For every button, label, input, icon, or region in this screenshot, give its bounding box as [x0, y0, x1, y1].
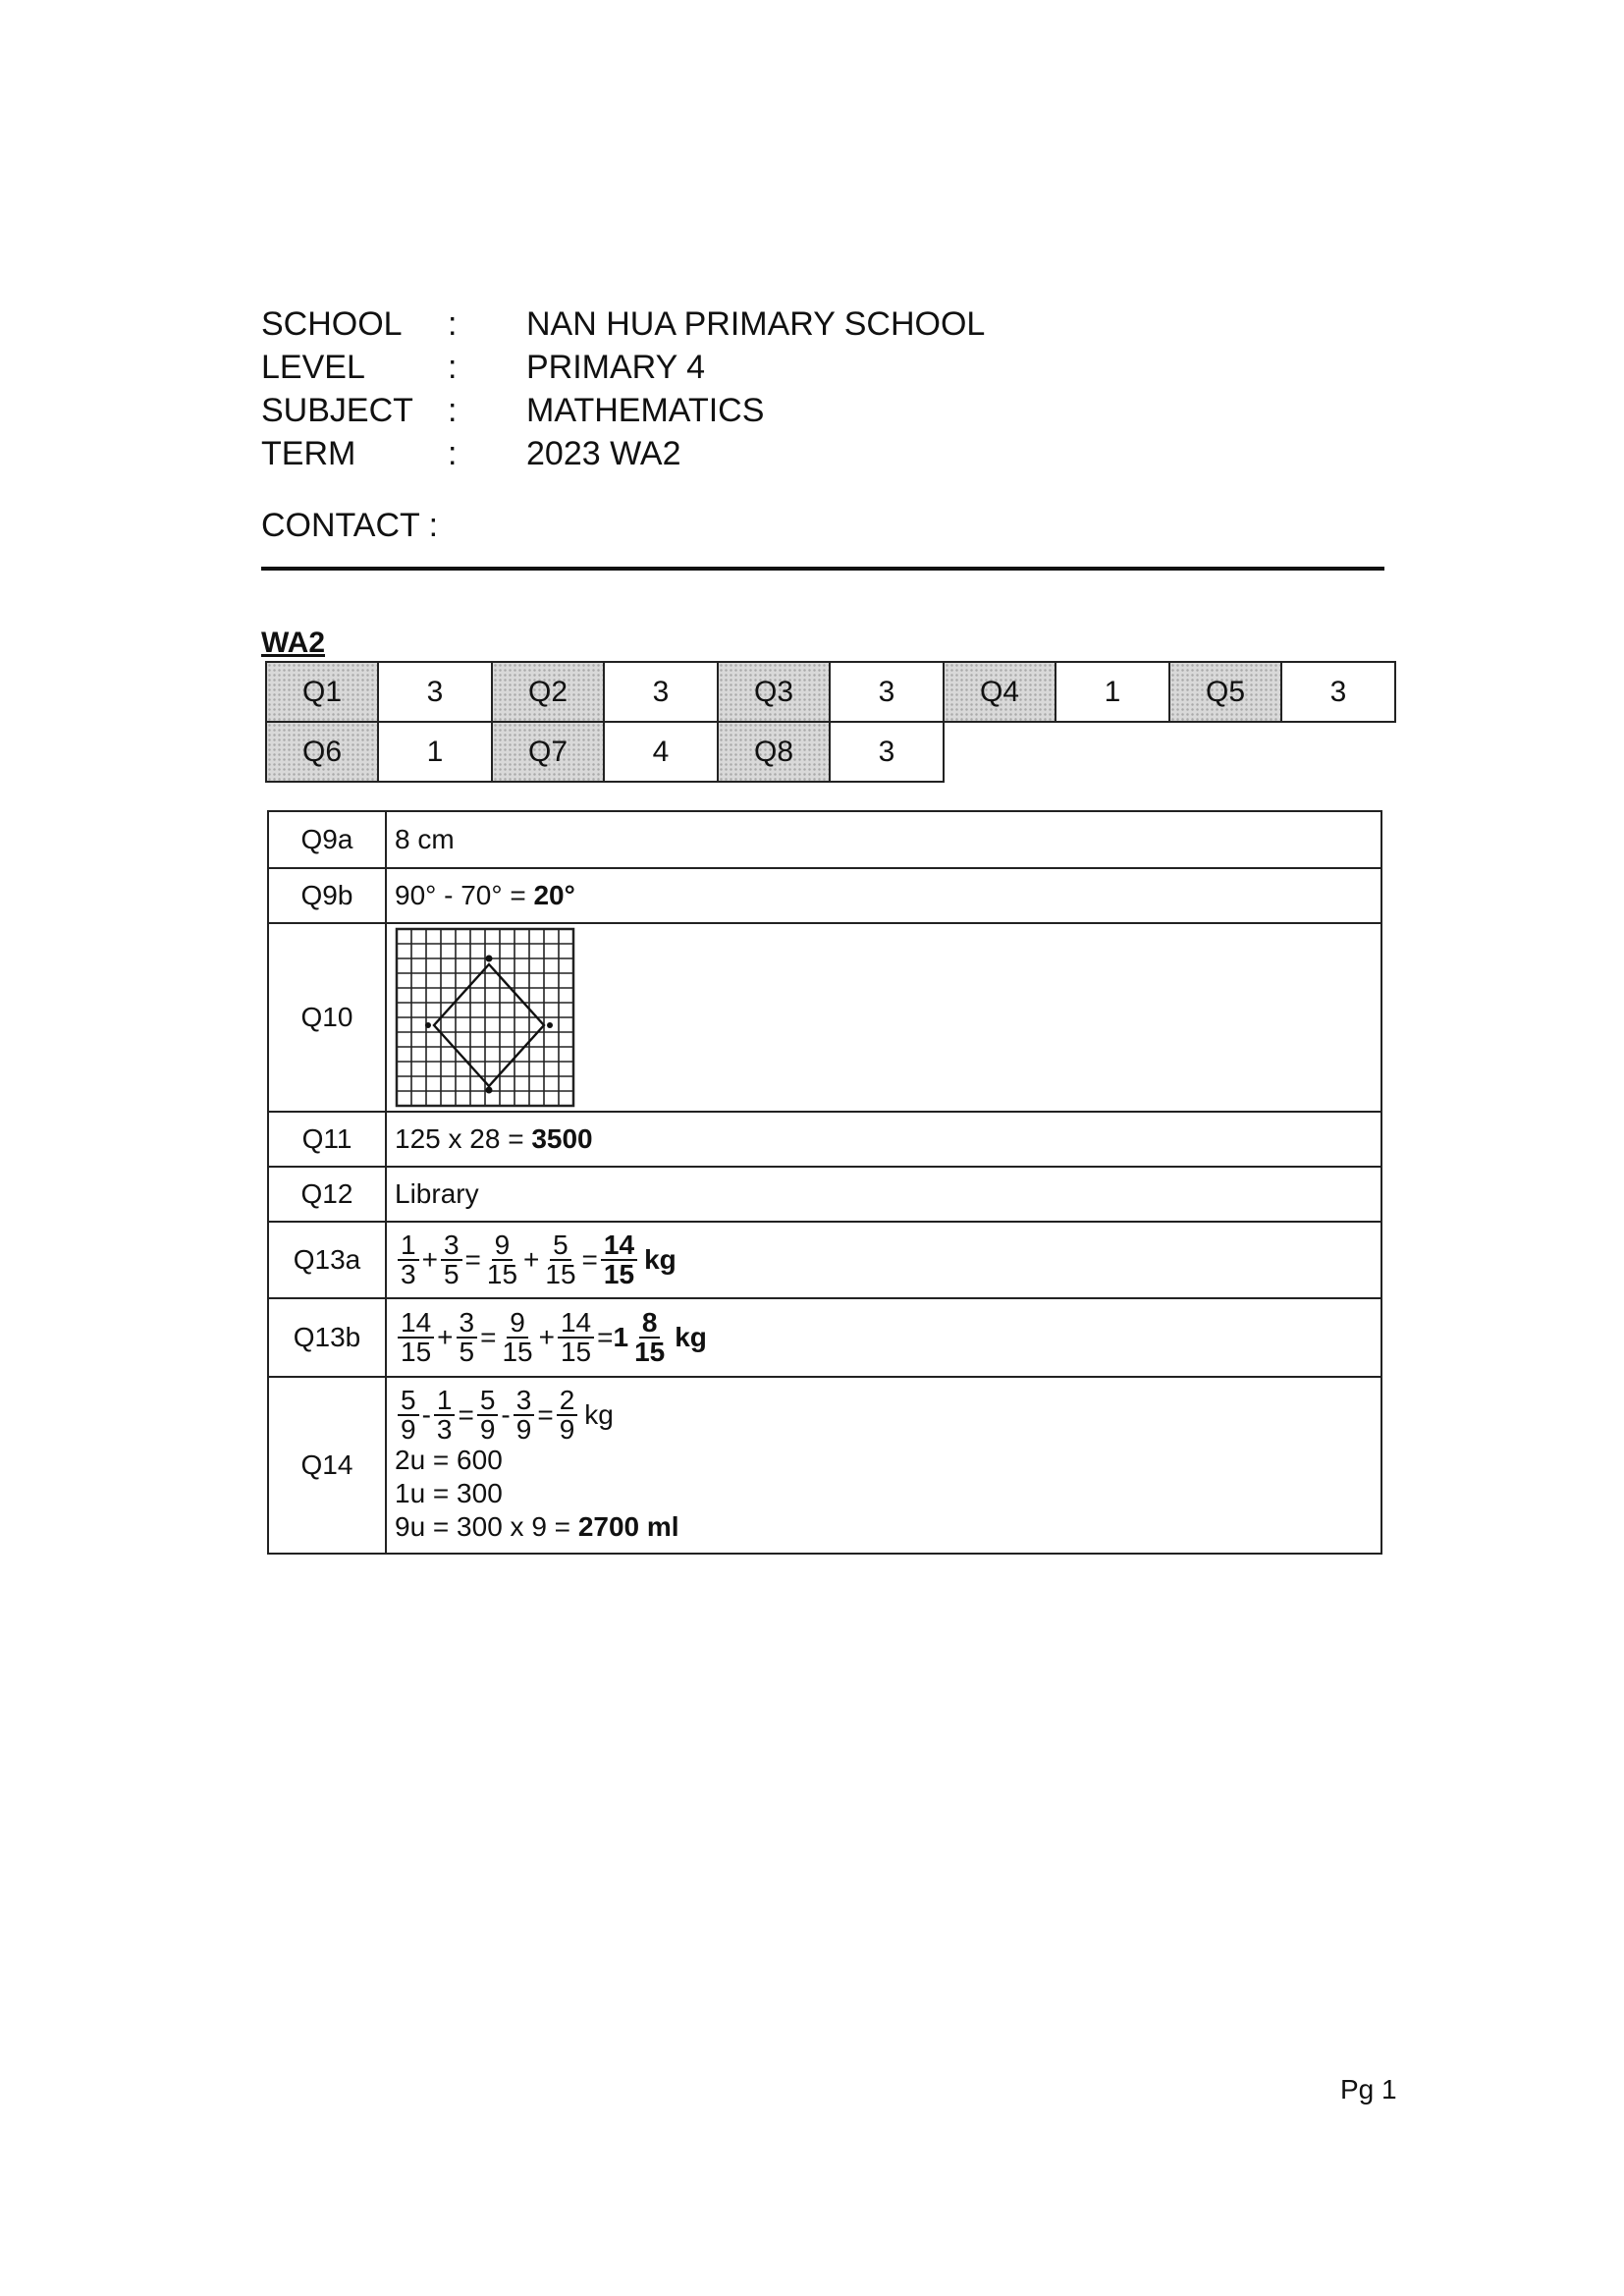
- mcq-empty: [944, 722, 1395, 782]
- unit-label: kg: [584, 1399, 614, 1430]
- contact-label: CONTACT :: [261, 507, 439, 544]
- divider-rule: [261, 567, 1384, 571]
- fraction: [484, 1231, 520, 1288]
- fraction: [457, 1309, 478, 1366]
- denominator: 5: [459, 1337, 475, 1367]
- answer-cell: [386, 1298, 1381, 1377]
- denominator: 15: [634, 1337, 666, 1367]
- numerator: 1: [434, 1387, 456, 1416]
- mcq-answer: 3: [830, 722, 944, 782]
- numerator: 3: [457, 1309, 478, 1339]
- answer-row-q13a: [268, 1222, 1381, 1298]
- mcq-answer: 3: [1281, 662, 1395, 722]
- question-label: Q11: [268, 1112, 386, 1167]
- numerator: 14: [558, 1309, 594, 1339]
- working-expression: 9u = 300 x 9 =: [395, 1511, 578, 1542]
- fraction-equation: [395, 1387, 1373, 1444]
- denominator: 9: [479, 1414, 496, 1445]
- header-row-level: [261, 346, 985, 389]
- mcq-question: Q2: [492, 662, 604, 722]
- question-label: Q9a: [268, 811, 386, 868]
- denominator: 15: [603, 1259, 635, 1289]
- answer-text: Library: [386, 1167, 1381, 1222]
- numerator: 9: [492, 1231, 514, 1261]
- header-label: SCHOOL: [261, 305, 403, 343]
- mcq-question: Q4: [944, 662, 1056, 722]
- answer-expression: 125 x 28 =: [395, 1123, 532, 1154]
- operator: +: [437, 1322, 454, 1352]
- fraction: [477, 1387, 499, 1444]
- mixed-number: [613, 1309, 671, 1366]
- operator: +: [523, 1244, 540, 1275]
- header-label: LEVEL: [261, 349, 365, 386]
- unit-label: kg: [644, 1244, 677, 1275]
- header-value: 2023 WA2: [526, 435, 681, 472]
- operator: +: [421, 1244, 438, 1275]
- numerator: 2: [557, 1387, 578, 1416]
- working-line: [395, 1510, 1373, 1544]
- fraction: [558, 1309, 594, 1366]
- header-label: TERM: [261, 435, 356, 472]
- question-label: Q13b: [268, 1298, 386, 1377]
- answer-result: 20°: [533, 880, 575, 910]
- section-title: WA2: [261, 627, 326, 659]
- answer-cell: [386, 923, 1381, 1112]
- mcq-answer: 3: [830, 662, 944, 722]
- header-colon: :: [448, 305, 458, 343]
- working-line: 1u = 300: [395, 1478, 503, 1508]
- page-number: Pg 1: [1340, 2074, 1397, 2105]
- mcq-question: Q6: [266, 722, 378, 782]
- operator: -: [421, 1399, 431, 1430]
- numerator: 14: [398, 1309, 434, 1339]
- mcq-question: Q3: [718, 662, 830, 722]
- question-label: Q14: [268, 1377, 386, 1554]
- mcq-row: [266, 662, 1395, 722]
- answer-row-q12: [268, 1167, 1381, 1222]
- answers-table: [267, 810, 1382, 1555]
- mcq-answer: 1: [378, 722, 492, 782]
- answer-text: 8 cm: [386, 811, 1381, 868]
- denominator: 9: [515, 1414, 532, 1445]
- header-colon: :: [448, 435, 458, 472]
- numerator: 5: [550, 1231, 571, 1261]
- header-value: PRIMARY 4: [526, 349, 706, 386]
- fraction: [542, 1231, 578, 1288]
- header-row-subject: [261, 389, 985, 432]
- result-fraction: [601, 1231, 637, 1288]
- whole-part: 1: [613, 1322, 629, 1352]
- answer-row-q14: [268, 1377, 1381, 1554]
- header-value: MATHEMATICS: [526, 392, 765, 429]
- numerator: 5: [477, 1387, 499, 1416]
- denominator: 9: [559, 1414, 575, 1445]
- denominator: 15: [486, 1259, 518, 1289]
- question-label: Q9b: [268, 868, 386, 923]
- numerator: 5: [398, 1387, 419, 1416]
- fraction: [434, 1387, 456, 1444]
- numerator: 3: [441, 1231, 462, 1261]
- numerator: 1: [398, 1231, 419, 1261]
- mcq-answer: 4: [604, 722, 718, 782]
- denominator: 15: [545, 1259, 576, 1289]
- answer-row-q11: [268, 1112, 1381, 1167]
- answer-row-q10: [268, 923, 1381, 1112]
- mcq-question: Q8: [718, 722, 830, 782]
- fraction: [441, 1231, 462, 1288]
- header-colon: :: [448, 392, 458, 429]
- fraction: [499, 1309, 535, 1366]
- mcq-answer: 1: [1056, 662, 1169, 722]
- header-colon: :: [448, 349, 458, 386]
- operator: -: [501, 1399, 511, 1430]
- equals-sign: =: [480, 1322, 497, 1352]
- answer-result: 2700 ml: [577, 1511, 679, 1542]
- header-row-school: [261, 302, 985, 346]
- header-label: SUBJECT: [261, 392, 413, 429]
- answer-row-q9a: [268, 811, 1381, 868]
- mcq-question: Q1: [266, 662, 378, 722]
- question-label: Q13a: [268, 1222, 386, 1298]
- answer-cell: [386, 868, 1381, 923]
- equals-sign: =: [464, 1244, 481, 1275]
- mcq-question: Q5: [1169, 662, 1281, 722]
- header-value: NAN HUA PRIMARY SCHOOL: [526, 305, 986, 343]
- header-row-term: [261, 432, 985, 475]
- answer-row-q9b: [268, 868, 1381, 923]
- numerator: 3: [514, 1387, 535, 1416]
- header-block: [261, 302, 985, 475]
- operator: +: [538, 1322, 555, 1352]
- mcq-row: [266, 722, 1395, 782]
- result-fraction: [557, 1387, 578, 1444]
- answer-expression: 90° - 70° =: [395, 880, 534, 910]
- denominator: 3: [401, 1259, 416, 1289]
- mcq-answer-table: [265, 661, 1396, 783]
- numerator: 14: [601, 1231, 637, 1261]
- answer-cell: [386, 1222, 1381, 1298]
- mcq-answer: 3: [604, 662, 718, 722]
- question-label: Q10: [268, 923, 386, 1112]
- unit-label: kg: [675, 1322, 707, 1352]
- fraction-equation: [395, 1309, 1373, 1366]
- numerator: 9: [507, 1309, 528, 1339]
- denominator: 15: [401, 1337, 432, 1367]
- denominator: 3: [436, 1414, 453, 1445]
- numerator: 8: [639, 1309, 661, 1339]
- answer-cell: [386, 1377, 1381, 1554]
- mcq-answer: 3: [378, 662, 492, 722]
- answer-result: 3500: [531, 1123, 593, 1154]
- denominator: 15: [502, 1337, 533, 1367]
- equals-sign: =: [581, 1244, 598, 1275]
- fraction-equation: [395, 1231, 1373, 1288]
- working-line: 2u = 600: [395, 1445, 503, 1475]
- answer-row-q13b: [268, 1298, 1381, 1377]
- result-fraction: [631, 1309, 668, 1366]
- denominator: 15: [560, 1337, 592, 1367]
- fraction: [398, 1231, 419, 1288]
- denominator: 5: [443, 1259, 460, 1289]
- fraction: [398, 1387, 419, 1444]
- grid-rhombus-drawing: [395, 927, 575, 1108]
- fraction: [398, 1309, 434, 1366]
- question-label: Q12: [268, 1167, 386, 1222]
- denominator: 9: [401, 1414, 416, 1445]
- fraction: [514, 1387, 535, 1444]
- mcq-question: Q7: [492, 722, 604, 782]
- answer-cell: [386, 1112, 1381, 1167]
- equals-sign: =: [597, 1322, 614, 1352]
- equals-sign: =: [458, 1399, 474, 1430]
- equals-sign: =: [537, 1399, 554, 1430]
